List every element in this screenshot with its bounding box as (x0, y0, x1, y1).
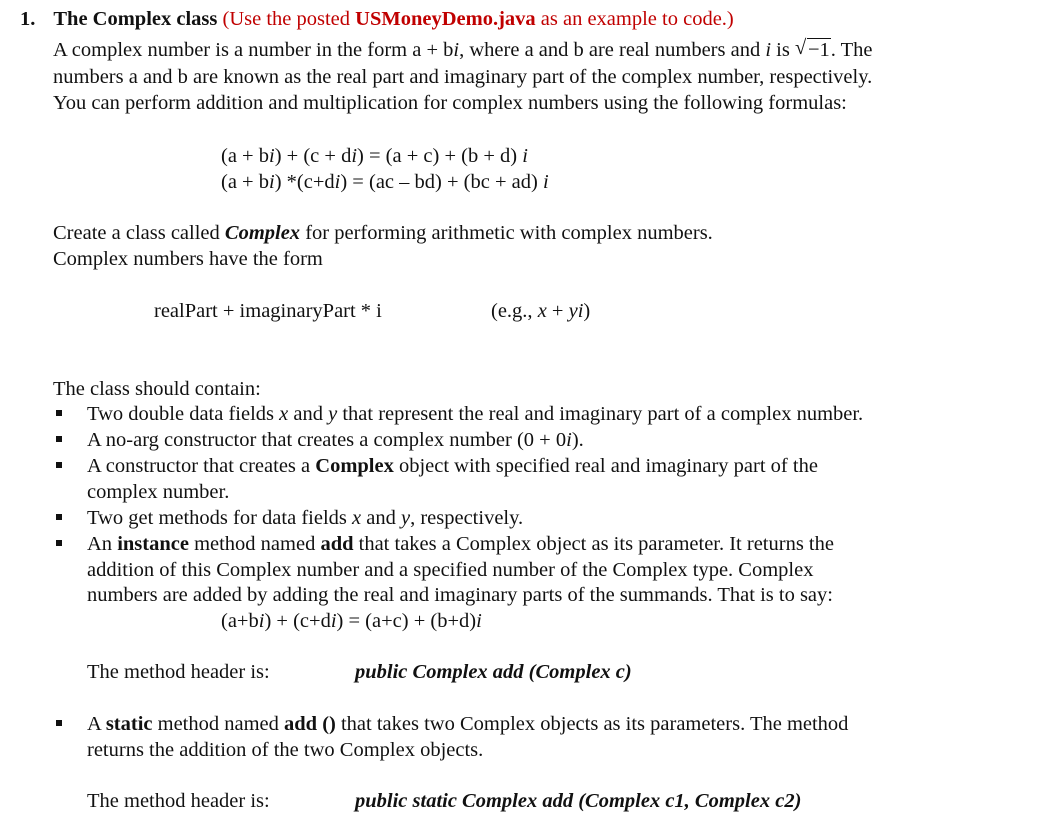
bullet-static-add: A static method named add () that takes two Complex objects as its parameters. The method (87, 713, 849, 735)
bullet-getters: Two get methods for data fields x and y, respectively. (87, 507, 524, 529)
form-expression: realPart + imaginaryPart * i (154, 300, 382, 322)
intro-line-2: numbers a and b are known as the real part and imaginary part of the complex number, respectively. (53, 66, 873, 88)
bullet-constructor: A constructor that creates a Complex object with specified real and imaginary part of the (87, 455, 818, 477)
bullet-instance-add-l3: numbers are added by adding the real and imaginary parts of the summands. That is to say: (87, 584, 833, 606)
formula-addition: (a + bi) + (c + di) = (a + c) + (b + d) i (221, 145, 528, 167)
intro-line-3: You can perform addition and multiplication for complex numbers using the following formulas: (53, 92, 847, 114)
bullet-noarg-constructor: A no-arg constructor that creates a complex number (0 + 0i). (87, 429, 584, 451)
bullet-instance-add-l2: addition of this Complex number and a specified number of the Complex type. Complex (87, 559, 814, 581)
bullet-marker (56, 720, 62, 726)
method-header-instance: public Complex add (Complex c) (355, 661, 632, 683)
class-name: Complex (224, 222, 301, 244)
formula-instance-add: (a+bi) + (c+di) = (a+c) + (b+d)i (221, 610, 482, 632)
bullet-marker (56, 410, 62, 416)
bullet-marker (56, 436, 62, 442)
formula-multiplication: (a + bi) *(c+di) = (ac – bd) + (bc + ad) i (221, 171, 549, 193)
question-heading (20, 6, 734, 32)
bullet-constructor-cont: complex number. (87, 481, 230, 503)
create-line-1: Create a class called Complex for performing arithmetic with complex numbers. (53, 222, 713, 244)
intro-line-1: A complex number is a number in the form a + bi, where a and b are real numbers and i is √ −1. The (53, 37, 873, 61)
bullet-instance-add: An instance method named add that takes a Complex object as its parameter. It returns the (87, 533, 834, 555)
bullet-static-add-l2: returns the addition of the two Complex objects. (87, 739, 484, 761)
question-title: The Complex class (53, 8, 218, 30)
heading-note: (Use the posted USMoneyDemo.java as an example to code.) (222, 8, 734, 30)
method-header-label: The method header is: (87, 790, 270, 812)
method-header-label: The method header is: (87, 661, 270, 683)
question-number: 1. (20, 8, 36, 30)
bullet-marker (56, 540, 62, 546)
bullet-marker (56, 462, 62, 468)
create-line-2: Complex numbers have the form (53, 248, 323, 270)
file-name: USMoneyDemo.java (355, 8, 536, 30)
method-header-static: public static Complex add (Complex c1, Complex c2) (355, 790, 802, 812)
form-example: (e.g., x + yi) (491, 300, 591, 322)
bullet-marker (56, 514, 62, 520)
bullet-fields: Two double data fields x and y that represent the real and imaginary part of a complex number. (87, 403, 864, 425)
sqrt-symbol: √ −1 (794, 37, 830, 61)
contain-label: The class should contain: (53, 378, 261, 400)
